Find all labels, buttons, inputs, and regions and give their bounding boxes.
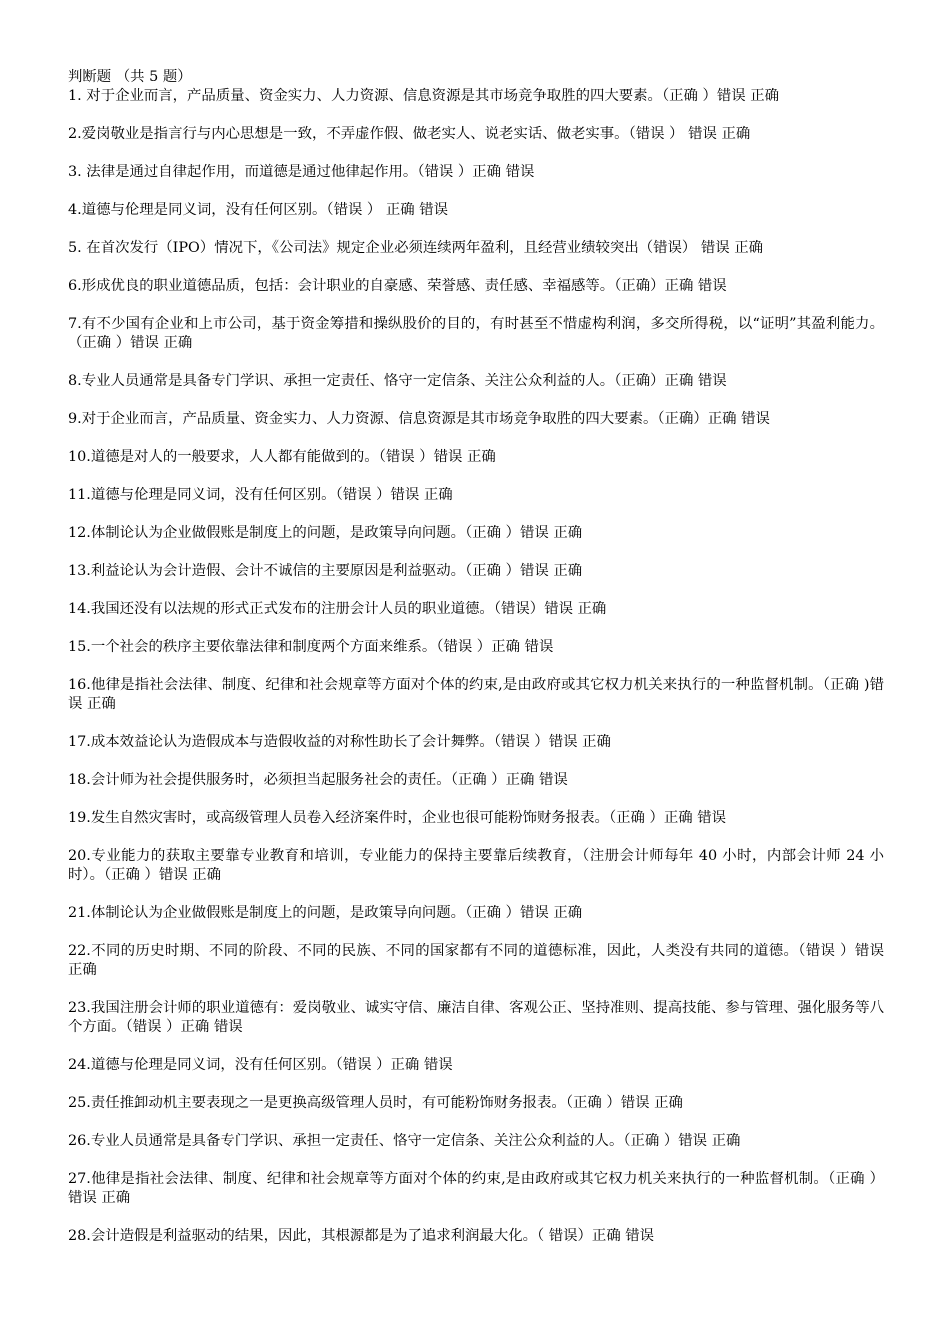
- question-20: 20.专业能力的获取主要靠专业教育和培训，专业能力的保持主要靠后续教育，（注册会计师每年 40 小时，内部会计师 24 小时）。（正确 ）错误 正确: [68, 848, 884, 883]
- question-22: 22.不同的历史时期、不同的阶段、不同的民族、不同的国家都有不同的道德标准，因此，人类没有共同的道德。（错误 ）错误 正确: [68, 943, 884, 978]
- section-heading: 判断题 （共 5 题）: [68, 69, 192, 85]
- question-9: 9.对于企业而言，产品质量、资金实力、人力资源、信息资源是其市场竞争取胜的四大要素。（正确）正确 错误: [68, 411, 770, 427]
- question-24: 24.道德与伦理是同义词，没有任何区别。（错误 ）正确 错误: [68, 1057, 453, 1073]
- question-19: 19.发生自然灾害时，或高级管理人员卷入经济案件时，企业也很可能粉饰财务报表。（正确 ）正确 错误: [68, 810, 727, 826]
- document-page: [68, 68, 884, 1246]
- question-6: 6.形成优良的职业道德品质，包括：会计职业的自豪感、荣誉感、责任感、幸福感等。（正确）正确 错误: [68, 278, 727, 294]
- question-8: 8.专业人员通常是具备专门学识、承担一定责任、恪守一定信条、关注公众利益的人。（正确）正确 错误: [68, 373, 727, 389]
- question-4: 4.道德与伦理是同义词，没有任何区别。（错误 ） 正确 错误: [68, 202, 449, 218]
- question-18: 18.会计师为社会提供服务时，必须担当起服务社会的责任。（正确 ）正确 错误: [68, 772, 568, 788]
- question-25: 25.责任推卸动机主要表现之一是更换高级管理人员时，有可能粉饰财务报表。（正确 ）错误 正确: [68, 1095, 683, 1111]
- question-11: 11.道德与伦理是同义词，没有任何区别。（错误 ）错误 正确: [68, 487, 453, 503]
- question-2: 2.爱岗敬业是指言行与内心思想是一致，不弄虚作假、做老实人、说老实话、做老实事。（错误 ） 错误 正确: [68, 126, 751, 142]
- question-1: 1. 对于企业而言，产品质量、资金实力、人力资源、信息资源是其市场竞争取胜的四大要素。（正确 ）错误 正确: [68, 88, 780, 104]
- question-5: 5. 在首次发行（IPO）情况下，《公司法》规定企业必须连续两年盈利，且经营业绩较突出（错误） 错误 正确: [68, 240, 763, 256]
- question-14: 14.我国还没有以法规的形式正式发布的注册会计人员的职业道德。（错误）错误 正确: [68, 601, 607, 617]
- question-28: 28.会计造假是利益驱动的结果，因此，其根源都是为了追求利润最大化。（ 错误）正确 错误: [68, 1228, 655, 1244]
- question-7: 7.有不少国有企业和上市公司，基于资金筹措和操纵股价的目的，有时甚至不惜虚构利润，多交所得税，以“证明”其盈利能力。（正确 ）错误 正确: [68, 316, 884, 351]
- question-13: 13.利益论认为会计造假、会计不诚信的主要原因是利益驱动。（正确 ）错误 正确: [68, 563, 583, 579]
- question-12: 12.体制论认为企业做假账是制度上的问题，是政策导向问题。（正确 ）错误 正确: [68, 525, 583, 541]
- question-10: 10.道德是对人的一般要求，人人都有能做到的。（错误 ）错误 正确: [68, 449, 496, 465]
- question-17: 17.成本效益论认为造假成本与造假收益的对称性助长了会计舞弊。（错误 ）错误 正确: [68, 734, 611, 750]
- question-21: 21.体制论认为企业做假账是制度上的问题，是政策导向问题。（正确 ）错误 正确: [68, 905, 583, 921]
- question-3: 3. 法律是通过自律起作用，而道德是通过他律起作用。（错误 ）正确 错误: [68, 164, 535, 180]
- question-23: 23.我国注册会计师的职业道德有：爱岗敬业、诚实守信、廉洁自律、客观公正、坚持准则、提高技能、参与管理、强化服务等八个方面。（错误 ）正确 错误: [68, 1000, 884, 1035]
- question-26: 26.专业人员通常是具备专门学识、承担一定责任、恪守一定信条、关注公众利益的人。（正确 ）错误 正确: [68, 1133, 741, 1149]
- question-27: 27.他律是指社会法律、制度、纪律和社会规章等方面对个体的约束,是由政府或其它权力机关来执行的一种监督机制。（正确 ）错误 正确: [68, 1171, 884, 1206]
- question-15: 15.一个社会的秩序主要依靠法律和制度两个方面来维系。（错误 ）正确 错误: [68, 639, 554, 655]
- question-16: 16.他律是指社会法律、制度、纪律和社会规章等方面对个体的约束,是由政府或其它权力机关来执行的一种监督机制。（正确 )错误 正确: [68, 677, 884, 712]
